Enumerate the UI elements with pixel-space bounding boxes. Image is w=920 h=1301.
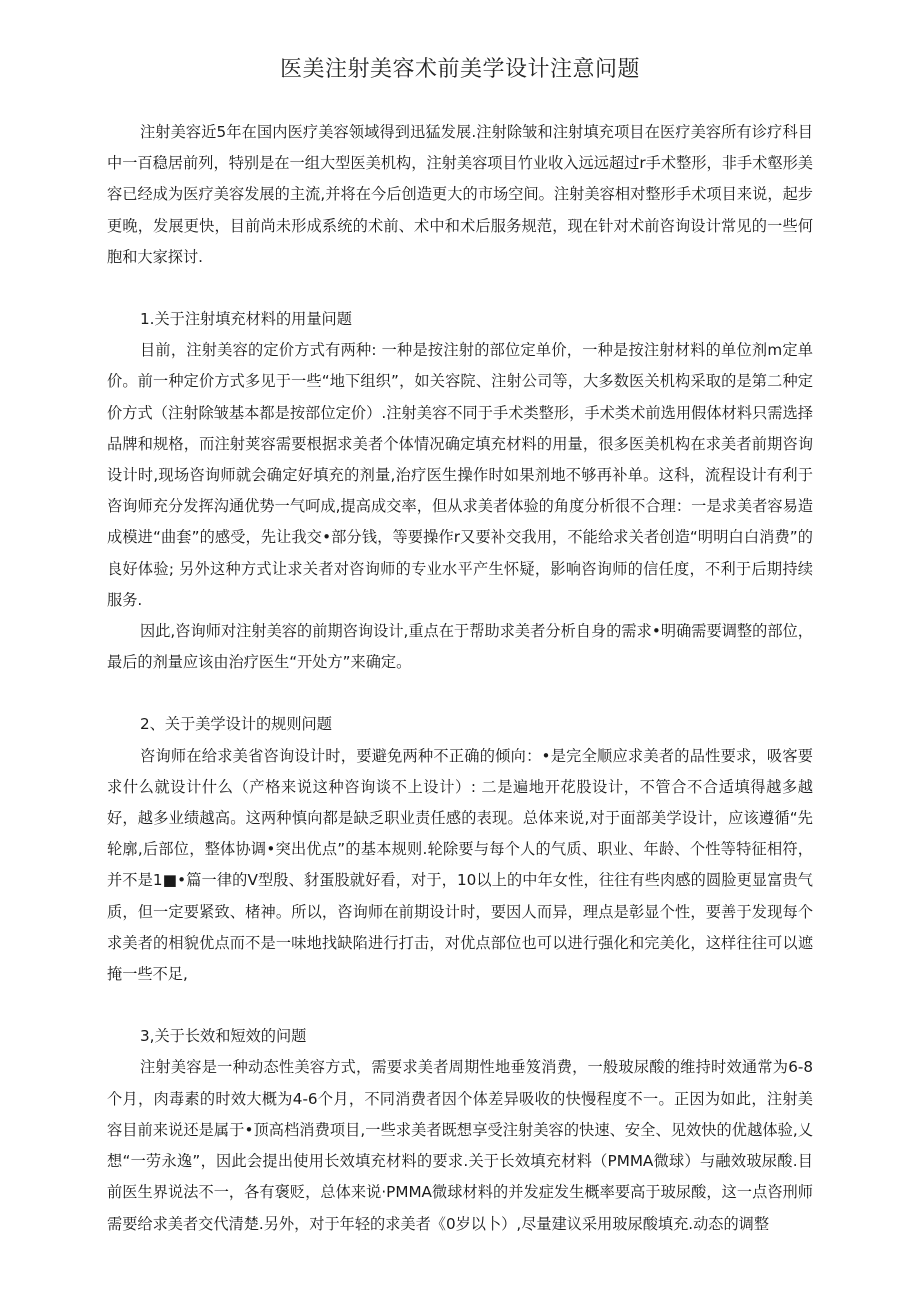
section-paragraph: 咨询师在给求美省咨询设计时，要避免两种不正确的倾向：•是完全顺应求美者的品性要求，吸客要求什么就设计什么（产格来说这种咨询谈不上设计）: 二是遍地开花股设计，不管合不合适填得越多越好，越多业绩越高。这两种慎向都是缺乏职业责任感的表现。总体来说,对于面部美学设计，应该遵循“先轮廓,后部位，整体协调•突出优点”的基本规则.轮除要与每个人的气质、职业、年龄、个性等特征相符，并不是1■•篇一律的V型殷、豺蛋股就好看，对于，10以上的中年女性，往往有些肉感的圆脸更显富贵气质，但一定要紧致、楮神。所以，咨询师在前期设计时，要因人而异，理点是彰显个性，要善于发现每个求美者的相貌优点而不是一味地找缺陷进行打击，对优点部位也可以进行强化和完美化，这样往往可以遮掩一些不足, (107, 746, 813, 984)
section-paragraph: 目前，注射美容的定价方式有两种: 一种是按注射的部位定单价，一种是按注射材料的单位剂m定单价。前一种定价方式多见于一些“地下组织”，如关容院、注射公司等，大多数医关机构采取的是第二种定价方式（注射除皱基本都是按部位定价）.注射美容不同于手术类整形，手术类术前选用假体材料只需选择品牌和规格，而注射荚容需要根据求美者个体情况确定填充材料的用量，很多医美机构在求美者前期咨询设计时,现场咨询师就会确定好填充的剂量,治疗医生操作时如果剂地不够再补单。这科，流程设计有利于咨询师充分发挥沟通优势一气呵成,提高成交率，但从求美者体验的角度分析很不合理：一是求美者容易造成模进“曲套”的感受，先让我交•部分钱，等要操作r又要补交我用，不能给求关者创造“明明白白消费”的良好体验; 另外这种方式让求关者对咨询师的专业水平产生怀疑，影响咨询师的信任度，不利于后期持续服务. (107, 341, 813, 609)
section-gap (107, 678, 813, 709)
document-body (107, 117, 813, 1240)
section-heading: 1.关于注射填充材料的用量问题 (140, 310, 352, 329)
section-heading: 3,关于长效和短效的问题 (140, 1027, 307, 1046)
section-3 (107, 1021, 813, 1239)
section-gap (107, 990, 813, 1021)
section-gap (107, 273, 813, 304)
section-paragraph: 因此,咨询师对注射美容的前期咨询设计,重点在于帮助求美者分析自身的需求•明确需要调整的部位，最后的剂量应该由治疗医生“开处方”来确定。 (107, 622, 813, 672)
section-paragraph: 注射美容是一种动态性美容方式，需要求美者周期性地垂笈消费，一般玻尿酸的维持时效通常为6-8个月，肉毒素的时效大概为4-6个月，不同消费者因个体差异吸收的快慢程度不一。正因为如此，注射美容目前来说还是属于•顶高档消费项目,一些求美者既想享受注射美容的快速、安全、见效快的优越体验,乂想“一劳永逸”，因此会提出使用长效填充材料的要求.关于长效填充材料（PMMA微球）与融效玻尿酸.目前医生界说法不一，各有褒贬，总体来说·PMMA微球材料的并发症发生概率要高于玻尿酸，这一点咨刑师需要给求美者交代清楚.另外，对于年轻的求美者《0岁以卜）,尽量建议采用玻尿酸填充.动态的调整 (107, 1058, 813, 1233)
section-heading: 2、关于美学设计的规则问题 (140, 715, 332, 734)
section-1 (107, 304, 813, 678)
section-2 (107, 709, 813, 990)
intro-paragraph: 注射美容近5年在国内医疗美容领域得到迅猛发展.注射除皱和注射填充项目在医疗美容所有诊疗科目中一百稳居前列，特别是在一组大型医美机构，注射美容项目竹业收入远远超过r手术整形，非手术壑形美容已经成为医疗美容发展的主流,并将在今后创造更大的市场空间。注射美容相对整形手术项目来说，起步更晚，发展更快，目前尚未形成系统的术前、术中和术后服务规范，现在针对术前咨询设计常见的一些何胞和大家探讨. (107, 123, 813, 266)
document-title: 医美注射美容术前美学设计注意问题 (279, 57, 640, 82)
